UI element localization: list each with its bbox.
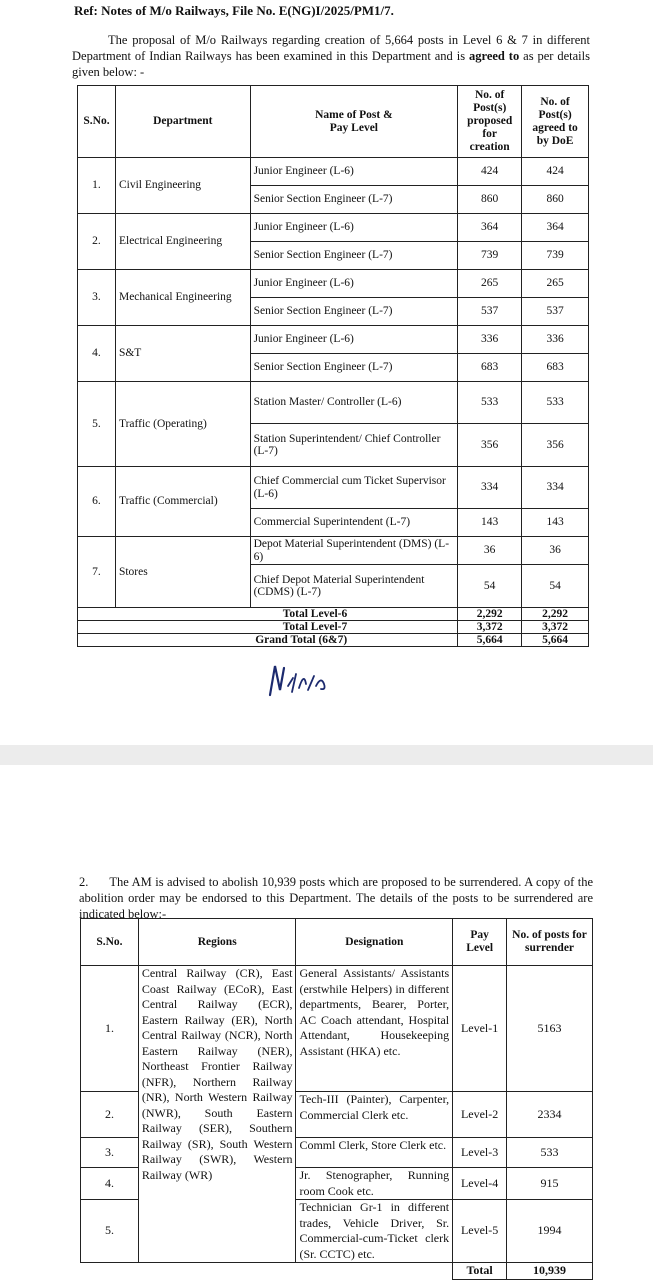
proposed-count-cell: 143 xyxy=(458,509,522,537)
serial-number-cell: 3. xyxy=(78,270,116,326)
agreed-count-cell: 334 xyxy=(522,467,589,509)
agreed-count-cell: 36 xyxy=(522,537,589,565)
pay-level-cell: Level-2 xyxy=(453,1092,507,1138)
table-row xyxy=(78,158,589,186)
surrender-count-cell: 5163 xyxy=(507,966,593,1092)
header-post: Name of Post & Pay Level xyxy=(250,86,458,158)
serial-number-cell: 5. xyxy=(81,1200,139,1263)
regions-cell: Central Railway (CR), East Coast Railway (ECoR), East Central Railway (ECR), Eastern Railway (ER), North Central Railway (NCR), North Eastern Railway (NER), Northeast Frontier Railway (NFR), Northern Railway (NR), North Western Railway (NWR), South Eastern Railway (SER), Southern Railway (SR), South Western Railway (SWR), Western Railway (WR) xyxy=(138,966,296,1263)
table-row xyxy=(78,214,589,242)
total-spacer-cell xyxy=(81,1263,453,1280)
proposed-count-cell: 683 xyxy=(458,354,522,382)
total-label-cell: Total Level-7 xyxy=(78,621,458,634)
agreed-count-cell: 424 xyxy=(522,158,589,186)
agreed-count-cell: 143 xyxy=(522,509,589,537)
page-separator xyxy=(0,745,653,765)
pay-level-cell: Level-1 xyxy=(453,966,507,1092)
agreed-count-cell: 336 xyxy=(522,326,589,354)
surrender-count-cell: 915 xyxy=(507,1168,593,1200)
post-name-cell: Junior Engineer (L-6) xyxy=(250,158,458,186)
surrender-header-row xyxy=(81,919,593,966)
table-header-row xyxy=(78,86,589,158)
post-name-cell: Station Superintendent/ Chief Controller (L-7) xyxy=(250,424,458,467)
surrender-count-cell: 1994 xyxy=(507,1200,593,1263)
total-agreed-cell: 3,372 xyxy=(522,621,589,634)
abolition-paragraph: 2. The AM is advised to abolish 10,939 posts which are proposed to be surrendered. A copy of the abolition order may be endorsed to this Department. The details of the posts to be surrendered are indicated below:- xyxy=(79,875,593,921)
total-row xyxy=(78,621,589,634)
agreed-count-cell: 265 xyxy=(522,270,589,298)
proposed-count-cell: 336 xyxy=(458,326,522,354)
header-agreed: No. of Post(s) agreed to by DoE xyxy=(522,86,589,158)
agreed-count-cell: 533 xyxy=(522,382,589,424)
post-name-cell: Junior Engineer (L-6) xyxy=(250,270,458,298)
total-proposed-cell: 3,372 xyxy=(458,621,522,634)
header2-regions: Regions xyxy=(138,919,296,966)
proposed-count-cell: 364 xyxy=(458,214,522,242)
department-cell: Electrical Engineering xyxy=(115,214,250,270)
agreed-count-cell: 364 xyxy=(522,214,589,242)
proposed-count-cell: 54 xyxy=(458,565,522,608)
serial-number-cell: 1. xyxy=(78,158,116,214)
serial-number-cell: 3. xyxy=(81,1138,139,1168)
surrender-total-row xyxy=(81,1263,593,1280)
header2-designation: Designation xyxy=(296,919,453,966)
total-agreed-cell: 5,664 xyxy=(522,634,589,647)
header2-sno: S.No. xyxy=(81,919,139,966)
proposed-count-cell: 533 xyxy=(458,382,522,424)
serial-number-cell: 4. xyxy=(81,1168,139,1200)
post-name-cell: Senior Section Engineer (L-7) xyxy=(250,298,458,326)
serial-number-cell: 6. xyxy=(78,467,116,537)
department-cell: S&T xyxy=(115,326,250,382)
table-row xyxy=(78,326,589,354)
proposed-count-cell: 424 xyxy=(458,158,522,186)
proposed-count-cell: 265 xyxy=(458,270,522,298)
handwritten-signature xyxy=(266,662,336,705)
intro-paragraph xyxy=(72,32,590,80)
department-cell: Traffic (Commercial) xyxy=(115,467,250,537)
post-name-cell: Chief Commercial cum Ticket Supervisor (L-6) xyxy=(250,467,458,509)
proposed-count-cell: 334 xyxy=(458,467,522,509)
total-label-cell: Grand Total (6&7) xyxy=(78,634,458,647)
agreed-count-cell: 54 xyxy=(522,565,589,608)
agreed-count-cell: 356 xyxy=(522,424,589,467)
designation-cell: Comml Clerk, Store Clerk etc. xyxy=(296,1138,453,1168)
total-agreed-cell: 2,292 xyxy=(522,608,589,621)
agreed-count-cell: 739 xyxy=(522,242,589,270)
surrender-row xyxy=(81,966,593,1092)
department-cell: Stores xyxy=(115,537,250,608)
post-name-cell: Station Master/ Controller (L-6) xyxy=(250,382,458,424)
posts-creation-table xyxy=(77,85,589,647)
total-row xyxy=(78,634,589,647)
post-name-cell: Senior Section Engineer (L-7) xyxy=(250,354,458,382)
posts-surrender-table xyxy=(80,918,593,1280)
total-row xyxy=(78,608,589,621)
header2-pay-level: Pay Level xyxy=(453,919,507,966)
reference-line: Ref: Notes of M/o Railways, File No. E(NG)I/2025/PM1/7. xyxy=(74,3,394,18)
proposed-count-cell: 356 xyxy=(458,424,522,467)
designation-cell: Tech-III (Painter), Carpenter, Commercial Clerk etc. xyxy=(296,1092,453,1138)
pay-level-cell: Level-4 xyxy=(453,1168,507,1200)
post-name-cell: Junior Engineer (L-6) xyxy=(250,214,458,242)
intro-text: The proposal of M/o Railways regarding creation of 5,664 posts in Level 6 & 7 in different Department of Indian Railways has been examined in this Department and is xyxy=(72,33,590,63)
header-proposed: No. of Post(s) proposed for creation xyxy=(458,86,522,158)
table-row xyxy=(78,537,589,565)
intro-bold-text: agreed to xyxy=(469,49,520,63)
total-proposed-cell: 2,292 xyxy=(458,608,522,621)
table-row xyxy=(78,467,589,509)
proposed-count-cell: 36 xyxy=(458,537,522,565)
surrender-total-value: 10,939 xyxy=(507,1263,593,1280)
designation-cell: Technician Gr-1 in different trades, Vehicle Driver, Sr. Commercial-cum-Ticket clerk (Sr. CCTC) etc. xyxy=(296,1200,453,1263)
total-label-cell: Total Level-6 xyxy=(78,608,458,621)
post-name-cell: Junior Engineer (L-6) xyxy=(250,326,458,354)
header2-count: No. of posts for surrender xyxy=(507,919,593,966)
proposed-count-cell: 739 xyxy=(458,242,522,270)
post-name-cell: Chief Depot Material Superintendent (CDMS) (L-7) xyxy=(250,565,458,608)
pay-level-cell: Level-3 xyxy=(453,1138,507,1168)
post-name-cell: Commercial Superintendent (L-7) xyxy=(250,509,458,537)
post-name-cell: Senior Section Engineer (L-7) xyxy=(250,186,458,214)
designation-cell: Jr. Stenographer, Running room Cook etc. xyxy=(296,1168,453,1200)
surrender-count-cell: 2334 xyxy=(507,1092,593,1138)
table-row xyxy=(78,270,589,298)
serial-number-cell: 2. xyxy=(78,214,116,270)
post-name-cell: Depot Material Superintendent (DMS) (L-6) xyxy=(250,537,458,565)
header-department: Department xyxy=(115,86,250,158)
department-cell: Civil Engineering xyxy=(115,158,250,214)
post-name-cell: Senior Section Engineer (L-7) xyxy=(250,242,458,270)
agreed-count-cell: 537 xyxy=(522,298,589,326)
pay-level-cell: Level-5 xyxy=(453,1200,507,1263)
header-sno: S.No. xyxy=(78,86,116,158)
surrender-count-cell: 533 xyxy=(507,1138,593,1168)
total-proposed-cell: 5,664 xyxy=(458,634,522,647)
proposed-count-cell: 860 xyxy=(458,186,522,214)
department-cell: Mechanical Engineering xyxy=(115,270,250,326)
serial-number-cell: 2. xyxy=(81,1092,139,1138)
surrender-total-label: Total xyxy=(453,1263,507,1280)
intro-text-end: as per details given below: - xyxy=(72,49,590,79)
table-row xyxy=(78,382,589,424)
agreed-count-cell: 683 xyxy=(522,354,589,382)
serial-number-cell: 5. xyxy=(78,382,116,467)
designation-cell: General Assistants/ Assistants (erstwhile Helpers) in different departments, Bearer, Porter, AC Coach attendant, Hospital Attendant, Housekeeping Assistant (HKA) etc. xyxy=(296,966,453,1092)
agreed-count-cell: 860 xyxy=(522,186,589,214)
department-cell: Traffic (Operating) xyxy=(115,382,250,467)
serial-number-cell: 1. xyxy=(81,966,139,1092)
proposed-count-cell: 537 xyxy=(458,298,522,326)
serial-number-cell: 4. xyxy=(78,326,116,382)
serial-number-cell: 7. xyxy=(78,537,116,608)
